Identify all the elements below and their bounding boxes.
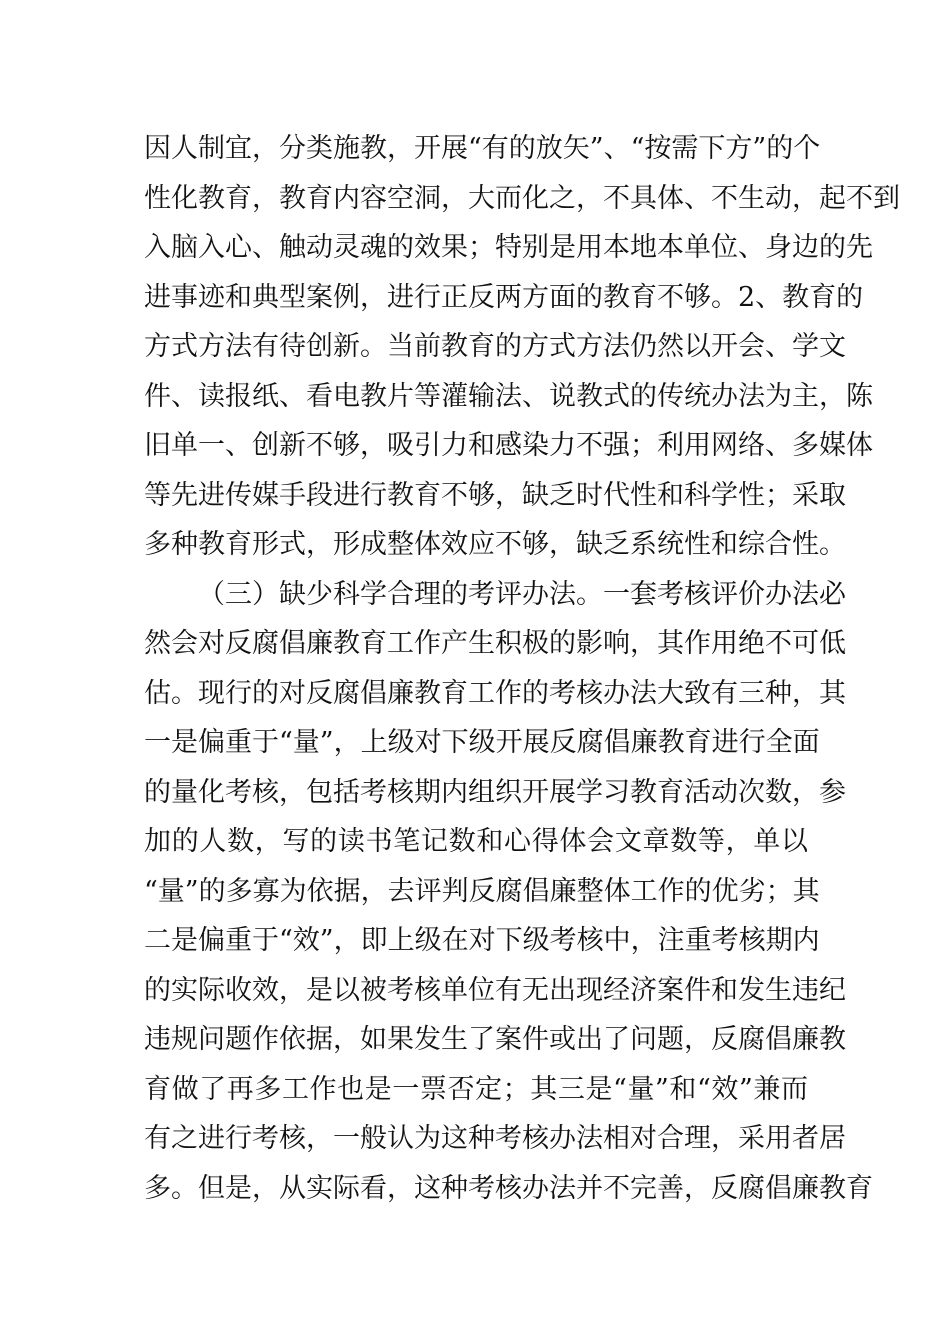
text-line: 进事迹和典型案例，进行正反两方面的教育不够。2、教育的 — [144, 281, 864, 313]
text-line: 多种教育形式，形成整体效应不够，缺乏系统性和综合性。 — [144, 529, 846, 560]
text-line: 多。但是，从实际看，这种考核办法并不完善，反腐倡廉教育 — [144, 1172, 873, 1204]
text-line: “量”的多寡为依据，去评判反腐倡廉整体工作的优劣；其 — [144, 875, 820, 907]
text-line: 然会对反腐倡廉教育工作产生积极的影响，其作用绝不可低 — [144, 628, 846, 659]
text-line: 入脑入心、触动灵魂的效果；特别是用本地本单位、身边的先 — [144, 232, 873, 263]
text-line: 等先进传媒手段进行教育不够，缺乏时代性和科学性；采取 — [144, 479, 846, 511]
text-line: 违规问题作依据，如果发生了案件或出了问题，反腐倡廉教 — [144, 1024, 846, 1055]
text-line: 的量化考核，包括考核期内组织开展学习教育活动次数，参 — [144, 776, 846, 808]
text-line: 估。现行的对反腐倡廉教育工作的考核办法大致有三种，其 — [144, 677, 846, 709]
body-text — [144, 124, 900, 1213]
text-line: 方式方法有待创新。当前教育的方式方法仍然以开会、学文 — [144, 331, 846, 362]
text-line: 件、读报纸、看电教片等灌输法、说教式的传统办法为主，陈 — [144, 380, 873, 412]
text-line: 育做了再多工作也是一票否定；其三是“量”和“效”兼而 — [144, 1073, 808, 1105]
text-line: 的实际收效，是以被考核单位有无出现经济案件和发生违纪 — [144, 974, 846, 1006]
section-heading-line: （三）缺少科学合理的考评办法。一套考核评价办法必 — [198, 578, 846, 610]
text-line: 有之进行考核，一般认为这种考核办法相对合理，采用者居 — [144, 1123, 846, 1154]
text-line: 性化教育，教育内容空洞，大而化之，不具体、不生动，起不到 — [144, 182, 900, 214]
text-line: 旧单一、创新不够，吸引力和感染力不强；利用网络、多媒体 — [144, 430, 873, 461]
text-line: 一是偏重于“量”，上级对下级开展反腐倡廉教育进行全面 — [144, 727, 820, 758]
text-line: 加的人数，写的读书笔记数和心得体会文章数等，单以 — [144, 826, 808, 857]
text-line: 二是偏重于“效”，即上级在对下级考核中，注重考核期内 — [144, 925, 820, 956]
text-line: 因人制宜，分类施教，开展“有的放矢”、“按需下方”的个 — [144, 133, 821, 164]
